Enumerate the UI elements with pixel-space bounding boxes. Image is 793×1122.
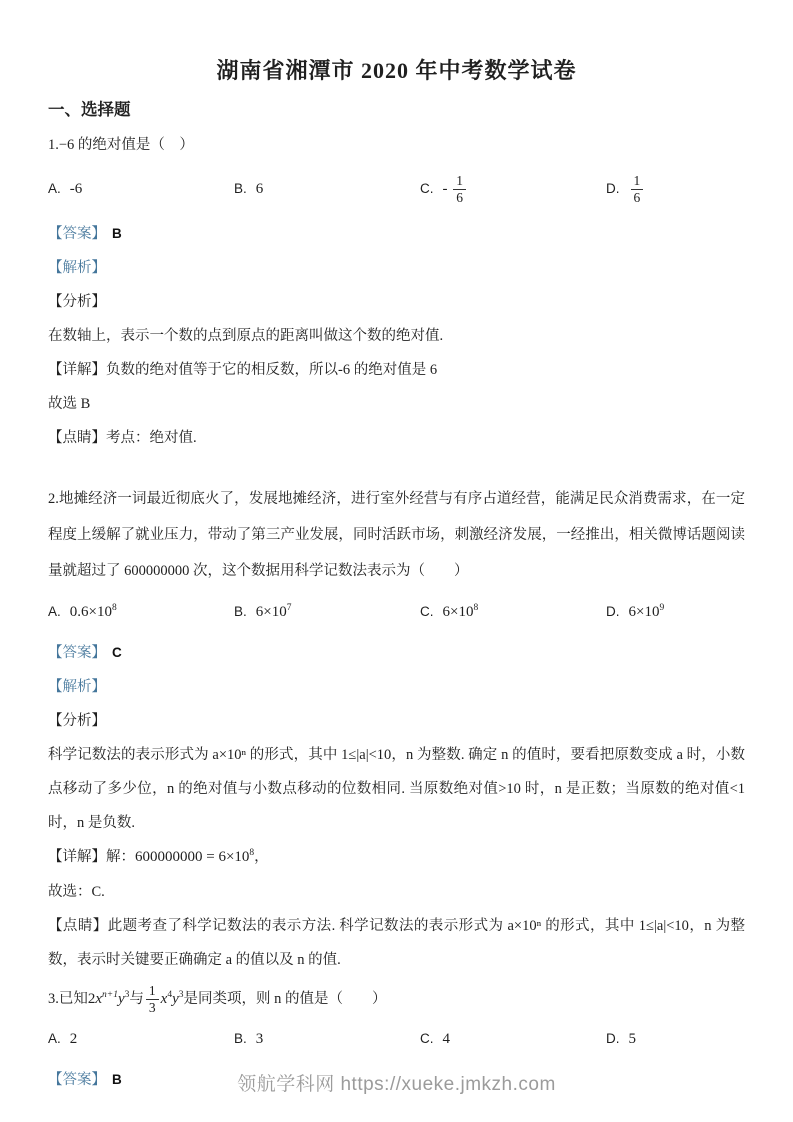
dianjing-tag: 【点睛】	[48, 918, 108, 935]
xiangjie-suffix: ，	[254, 849, 269, 866]
exponent: 4	[167, 989, 173, 1000]
q1-option-c	[420, 173, 606, 205]
q1-option-a	[48, 180, 234, 200]
q2-stem: 2.地摊经济一词最近彻底火了，发展地摊经济，进行室外经营与有序占道经营，能满足民众消费需求，在一定程度上缓解了就业压力，带动了第三产业发展，同时活跃市场，刺激经济发展，一经推出，相关微博话题阅读量就超过了 600000000 次，这个数据用科学记数法表示为（ ）	[48, 490, 745, 580]
option-value: 5	[628, 1031, 636, 1047]
answer-tag: 【答案】	[48, 1071, 106, 1088]
xiangjie-text: 负数的绝对值等于它的相反数，所以-6 的绝对值是 6	[106, 361, 438, 378]
jiexi-tag: 【解析】	[48, 678, 106, 695]
stem-pre: 3.已知	[48, 990, 88, 1007]
answer-letter: B	[112, 225, 122, 241]
q3-option-d	[606, 1030, 745, 1050]
option-value: $6\times 10^8$	[442, 602, 479, 620]
q2-guxuan-line: 故选：C.	[48, 884, 105, 901]
exponent: 8	[473, 602, 479, 613]
answer-tag: 【答案】	[48, 225, 106, 242]
dianjing-text: 此题考查了科学记数法的表示方法. 科学记数法的表示形式为 a×10ⁿ 的形式，其中 1≤|a|<10，n 为整数，表示时关键要正确确定 a 的值以及 n 的值.	[48, 918, 745, 969]
option-letter: C.	[420, 180, 434, 196]
q2-option-d	[606, 603, 745, 623]
minus-sign: -	[442, 180, 452, 197]
q1-stem: 1.−6 的绝对值是（ ）	[48, 137, 194, 154]
option-letter: B.	[234, 180, 247, 196]
option-letter: A.	[48, 603, 61, 619]
q2-answer-line	[48, 636, 745, 670]
q2-fenxi-text: 科学记数法的表示形式为 a×10ⁿ 的形式，其中 1≤|a|<10，n 为整数. 确定 n 的值时，要看把原数变成 a 时，小数点移动了多少位，n 的绝对值与小数点移动的位数相同. 当原数绝对值>10 时，n 是正数；当原数的绝对值<1 时，n 是负数.	[48, 746, 745, 831]
q3-options	[48, 1017, 745, 1063]
dianjing-text: 考点：绝对值.	[106, 429, 197, 446]
stem-mid: 与	[129, 990, 144, 1007]
q1-options	[48, 163, 745, 217]
answer-tag: 【答案】	[48, 644, 106, 661]
monomial-1: $2x^{n+1}y^3$	[87, 989, 130, 1007]
scientific-notation: $600000000 = 6\times 10^8$	[135, 848, 255, 866]
option-letter: D.	[606, 603, 620, 619]
answer-letter: C	[112, 644, 122, 660]
option-value: 2	[69, 1031, 78, 1047]
q3-stem	[48, 982, 745, 1017]
question-gap	[48, 455, 745, 481]
page-title: 湖南省湘潭市 2020 年中考数学试卷	[216, 58, 577, 83]
question-1	[48, 128, 745, 455]
option-value: 6	[255, 180, 264, 197]
q2-dianjing-line	[48, 909, 745, 977]
fraction: $\frac{1}{6}$	[631, 173, 644, 205]
q2-fenxi-line	[48, 704, 745, 738]
section-heading: 一、选择题	[48, 99, 131, 119]
option-value: $0.6\times 10^8$	[69, 602, 117, 620]
option-value: $6\times 10^9$	[628, 602, 665, 620]
q1-dianjing-line	[48, 421, 745, 455]
q1-fenxi-line	[48, 285, 745, 319]
fraction: $\frac{1}{6}$	[453, 173, 466, 205]
exponent: 9	[659, 602, 665, 613]
dianjing-tag: 【点睛】	[48, 429, 106, 446]
monomial-2: $\frac{1}{3}$ $x^4y^3$	[144, 991, 184, 1007]
q2-xiangjie-line	[48, 840, 745, 875]
option-value: 4	[442, 1031, 450, 1047]
option-letter: C.	[420, 1031, 434, 1046]
watermark: 领航学科网 https://xueke.jmkzh.com	[237, 1074, 556, 1095]
q2-jiexi-line	[48, 670, 745, 704]
q2-option-a	[48, 603, 234, 623]
option-letter: A.	[48, 180, 61, 196]
option-letter: B.	[234, 603, 247, 619]
answer-letter: B	[112, 1071, 122, 1087]
option-letter: D.	[606, 180, 620, 196]
fenxi-tag: 【分析】	[48, 293, 106, 310]
q1-jiexi-line	[48, 251, 745, 285]
q3-option-a	[48, 1030, 234, 1050]
option-letter: A.	[48, 1031, 61, 1046]
q1-fenxi-text: 在数轴上，表示一个数的点到原点的距离叫做这个数的绝对值.	[48, 327, 444, 344]
option-value	[442, 173, 469, 205]
q3-option-c	[420, 1030, 606, 1050]
q1-answer-line	[48, 217, 745, 251]
option-letter: B.	[234, 1031, 247, 1046]
stem-post: 是同类项，则 n 的值是（ ）	[183, 990, 387, 1007]
option-value	[629, 173, 646, 205]
q1-option-d	[606, 173, 745, 205]
question-2	[48, 481, 745, 978]
exponent: 7	[286, 602, 292, 613]
option-letter: C.	[420, 603, 434, 619]
exponent: n+1	[102, 989, 118, 1000]
q2-option-c	[420, 603, 606, 623]
exponent: 3	[178, 989, 184, 1000]
q1-guxuan-line: 故选 B	[48, 395, 91, 412]
option-letter: D.	[606, 1031, 620, 1046]
xiangjie-prefix: 解：	[106, 849, 135, 866]
fenxi-tag: 【分析】	[48, 712, 106, 729]
q1-xiangjie-line	[48, 353, 745, 387]
q2-options	[48, 590, 745, 636]
exponent: 8	[111, 602, 117, 613]
exponent: 8	[249, 848, 255, 859]
xiangjie-tag: 【详解】	[48, 849, 106, 866]
fraction: $\frac{1}{3}$	[146, 983, 159, 1015]
q3-option-b	[234, 1030, 420, 1050]
exponent: 3	[124, 989, 130, 1000]
option-value: 3	[255, 1031, 264, 1047]
option-value: $6\times 10^7$	[255, 602, 292, 620]
q1-option-b	[234, 180, 420, 200]
xiangjie-tag: 【详解】	[48, 361, 106, 378]
jiexi-tag: 【解析】	[48, 259, 106, 276]
q2-option-b	[234, 603, 420, 623]
option-value: -6	[69, 180, 83, 197]
